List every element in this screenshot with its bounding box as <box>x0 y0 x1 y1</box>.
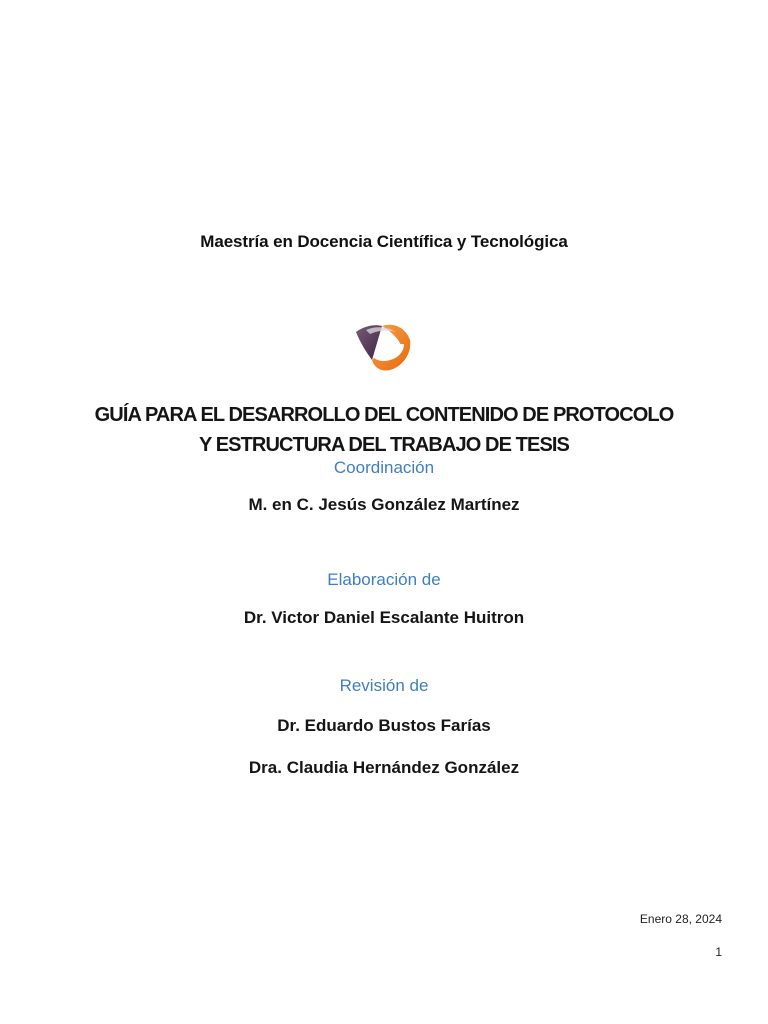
page-number: 1 <box>715 945 722 959</box>
document-date: Enero 28, 2024 <box>639 912 722 926</box>
revision-name-2: Dra. Claudia Hernández González <box>248 758 520 777</box>
institution-logo-icon <box>352 318 414 374</box>
coordination-name: M. en C. Jesús González Martínez <box>248 495 520 514</box>
coordination-label: Coordinación <box>333 458 435 477</box>
revision-name-1: Dr. Eduardo Bustos Farías <box>277 716 491 735</box>
document-title-line2: Y ESTRUCTURA DEL TRABAJO DE TESIS <box>199 434 569 456</box>
revision-label: Revisión de <box>339 676 429 695</box>
document-title-line1: GUÍA PARA EL DESARROLLO DEL CONTENIDO DE PROTOCOLO <box>94 404 674 426</box>
elaboration-label: Elaboración de <box>327 570 441 589</box>
program-name: Maestría en Docencia Científica y Tecnológica <box>200 232 568 251</box>
elaboration-name: Dr. Victor Daniel Escalante Huitron <box>243 608 525 627</box>
